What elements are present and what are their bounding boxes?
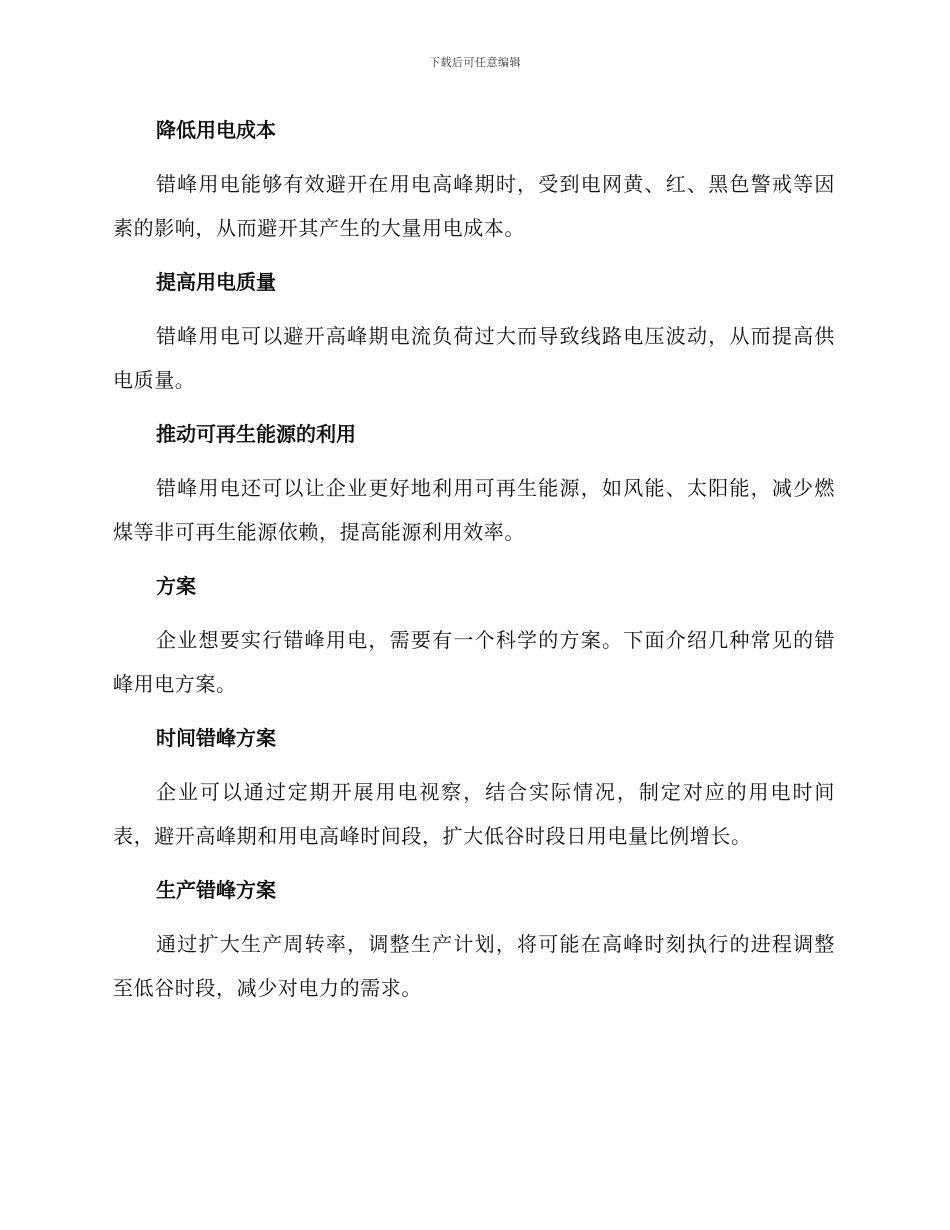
document-content (113, 112, 835, 1024)
header-note: 下载后可任意编辑 (429, 56, 521, 69)
section-body-renewable: 错峰用电还可以让企业更好地利用可再生能源，如风能、太阳能，减少燃煤等非可再生能源依赖，提高能源利用效率。 (113, 476, 835, 544)
section-heading-quality: 提高用电质量 (156, 270, 276, 294)
section-body-cost: 错峰用电能够有效避开在用电高峰期时，受到电网黄、红、黑色警戒等因素的影响，从而避开其产生的大量用电成本。 (113, 172, 835, 240)
section-heading-renewable: 推动可再生能源的利用 (156, 422, 356, 446)
section-heading-cost: 降低用电成本 (156, 118, 276, 142)
section-body-plan: 企业想要实行错峰用电，需要有一个科学的方案。下面介绍几种常见的错峰用电方案。 (113, 628, 835, 696)
section-body-time-plan: 企业可以通过定期开展用电视察，结合实际情况，制定对应的用电时间表，避开高峰期和用电高峰时间段，扩大低谷时段日用电量比例增长。 (113, 780, 835, 848)
section-body-quality: 错峰用电可以避开高峰期电流负荷过大而导致线路电压波动，从而提高供电质量。 (113, 324, 835, 392)
section-heading-plan: 方案 (156, 574, 196, 598)
section-heading-production-plan: 生产错峰方案 (156, 878, 276, 902)
section-body-production-plan: 通过扩大生产周转率，调整生产计划，将可能在高峰时刻执行的进程调整至低谷时段，减少对电力的需求。 (113, 932, 835, 1000)
section-heading-time-plan: 时间错峰方案 (156, 726, 276, 750)
